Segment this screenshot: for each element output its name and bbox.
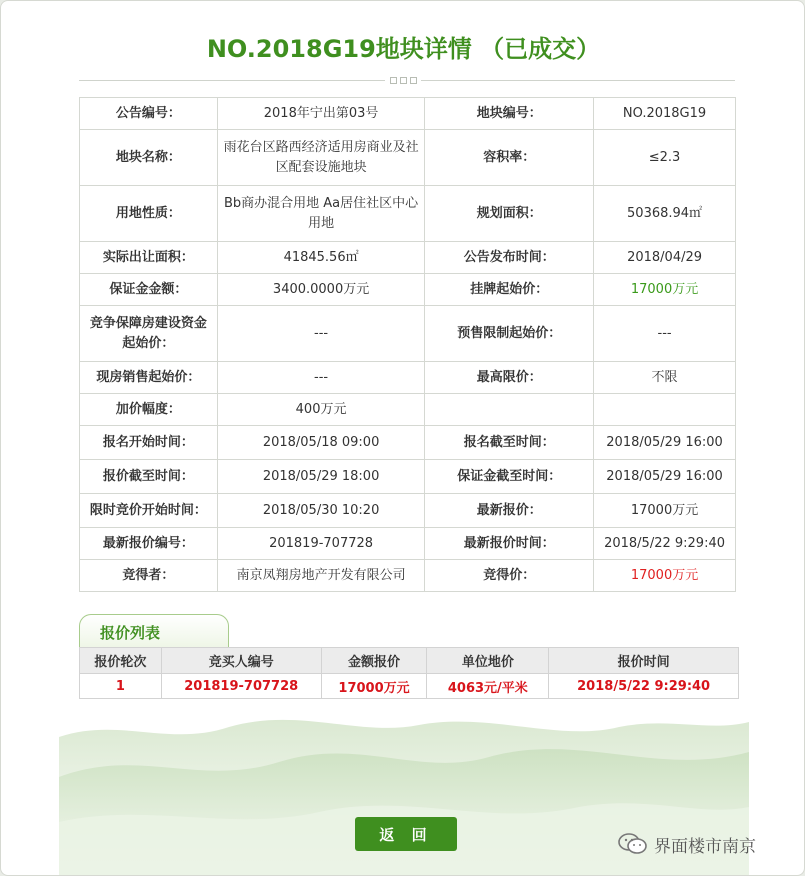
info-row [80,426,736,460]
field-label: 保证金截至时间： [425,460,594,494]
field-value: --- [594,306,736,362]
info-row [80,362,736,394]
field-label: 报价截至时间： [80,460,218,494]
field-label: 现房销售起始价： [80,362,218,394]
info-row [80,394,736,426]
info-row [80,274,736,306]
field-value: --- [217,306,425,362]
bid-cell: 1 [80,674,162,699]
field-value: 2018/05/29 16:00 [594,460,736,494]
back-button[interactable]: 返 回 [355,817,457,851]
bid-list-table [79,647,739,699]
tab-bid-list[interactable]: 报价列表 [79,614,229,648]
field-value: 雨花台区路西经济适用房商业及社区配套设施地块 [217,130,425,186]
field-value: 2018/5/22 9:29:40 [594,528,736,560]
field-value: ≤2.3 [594,130,736,186]
field-label: 最新报价时间： [425,528,594,560]
field-label: 保证金金额： [80,274,218,306]
bid-cell: 201819-707728 [161,674,321,699]
field-value: 南京凤翔房地产开发有限公司 [217,560,425,592]
field-label: 规划面积： [425,186,594,242]
field-label: 报名截至时间： [425,426,594,460]
page-title: NO.2018G19地块详情 （已成交） [206,35,601,63]
field-label: 挂牌起始价： [425,274,594,306]
field-value: 2018/05/30 10:20 [217,494,425,528]
bid-column-header: 竞买人编号 [161,648,321,674]
bid-column-header: 单位地价 [427,648,549,674]
field-label: 最新报价： [425,494,594,528]
info-row [80,186,736,242]
watermark [618,831,756,857]
field-value: NO.2018G19 [594,98,736,130]
field-label: 实际出让面积： [80,242,218,274]
bid-row [80,674,739,699]
field-label: 用地性质： [80,186,218,242]
field-value: 不限 [594,362,736,394]
bid-cell: 2018/5/22 9:29:40 [549,674,739,699]
bid-cell: 17000万元 [321,674,427,699]
field-label: 竞得价： [425,560,594,592]
info-row [80,130,736,186]
field-value: 17000万元 [594,494,736,528]
field-label: 公告编号： [80,98,218,130]
divider-ornament [385,73,421,87]
land-info-table [79,97,736,592]
field-value: 2018/05/18 09:00 [217,426,425,460]
bid-cell: 4063元/平米 [427,674,549,699]
info-row [80,560,736,592]
field-value: 17000万元 [594,274,736,306]
info-row [80,306,736,362]
info-row [80,460,736,494]
bid-column-header: 报价时间 [549,648,739,674]
field-label: 地块编号： [425,98,594,130]
bid-column-header: 报价轮次 [80,648,162,674]
field-value: --- [217,362,425,394]
field-label: 地块名称： [80,130,218,186]
info-row [80,494,736,528]
field-value: 201819-707728 [217,528,425,560]
field-label: 竞争保障房建设资金起始价： [80,306,218,362]
info-row [80,242,736,274]
field-value: Bb商办混合用地 Aa居住社区中心用地 [217,186,425,242]
field-value: 3400.0000万元 [217,274,425,306]
field-label: 限时竞价开始时间： [80,494,218,528]
field-value: 400万元 [217,394,425,426]
bid-column-header: 金额报价 [321,648,427,674]
info-row [80,528,736,560]
field-value: 2018/04/29 [594,242,736,274]
wechat-icon [618,832,648,856]
field-value: 2018/05/29 18:00 [217,460,425,494]
field-label [425,394,594,426]
info-row [80,98,736,130]
field-label: 最新报价编号： [80,528,218,560]
field-label: 加价幅度： [80,394,218,426]
field-label: 报名开始时间： [80,426,218,460]
field-label: 容积率： [425,130,594,186]
field-value: 2018年宁出第03号 [217,98,425,130]
field-label: 预售限制起始价： [425,306,594,362]
field-value [594,394,736,426]
field-label: 最高限价： [425,362,594,394]
field-value: 50368.94㎡ [594,186,736,242]
field-value: 41845.56㎡ [217,242,425,274]
watermark-text: 界面楼市南京 [654,836,756,857]
field-label: 公告发布时间： [425,242,594,274]
field-value: 2018/05/29 16:00 [594,426,736,460]
field-label: 竞得者： [80,560,218,592]
field-value: 17000万元 [594,560,736,592]
